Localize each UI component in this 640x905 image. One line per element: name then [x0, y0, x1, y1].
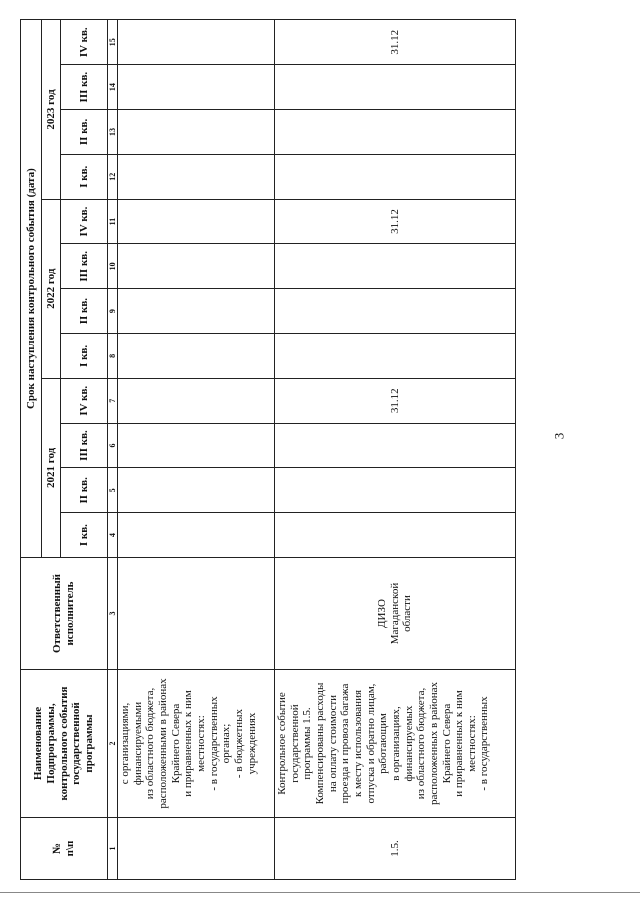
deadline-date — [118, 468, 275, 513]
deadline-date — [118, 65, 275, 110]
deadline-date — [275, 110, 516, 155]
column-number: 5 — [108, 468, 118, 513]
deadline-date — [118, 289, 275, 334]
column-number: 9 — [108, 289, 118, 334]
column-number: 12 — [108, 154, 118, 199]
executor — [118, 558, 275, 670]
header-quarter: II кв. — [61, 468, 108, 513]
control-events-table — [20, 19, 516, 880]
deadline-date — [275, 244, 516, 289]
bottom-rule — [0, 892, 640, 893]
deadline-date — [275, 334, 516, 379]
event-name: Контрольное событие государственной программы 1.5. Компенсированы расходы на оплату стоимости проезда и провоза багажа к месту использования отпуска и обратно лицам, работающим в организациях, финансируемых из областного бюджета, расположенных в районах Крайнего Севера и приравненных к ним местностях: - в государственных — [275, 670, 516, 818]
column-number: 13 — [108, 110, 118, 155]
header-quarter: I кв. — [61, 513, 108, 558]
deadline-date — [118, 110, 275, 155]
deadline-date — [118, 378, 275, 423]
header-year-2022: 2022 год — [42, 199, 61, 378]
header-year-2023: 2023 год — [42, 20, 61, 199]
header-quarter: II кв. — [61, 289, 108, 334]
row-number: 1.5. — [275, 818, 516, 880]
column-number-row — [108, 20, 118, 880]
column-number: 15 — [108, 20, 118, 65]
deadline-date — [118, 199, 275, 244]
header-quarter: III кв. — [61, 244, 108, 289]
deadline-date — [118, 423, 275, 468]
deadline-date: 31.12 — [275, 199, 516, 244]
event-name: с организациями, финансируемыми из областного бюджета, расположенными в районах Крайнего Севера и приравненных к ним местностях: - в государственных органах; - в бюджетных учреждениях — [118, 670, 275, 818]
table-row — [275, 20, 516, 880]
deadline-date — [118, 513, 275, 558]
column-number: 10 — [108, 244, 118, 289]
header-quarter: III кв. — [61, 65, 108, 110]
column-number: 7 — [108, 378, 118, 423]
column-number: 11 — [108, 199, 118, 244]
column-number: 4 — [108, 513, 118, 558]
header-deadline: Срок наступления контрольного события (дата) — [21, 20, 42, 558]
column-number: 14 — [108, 65, 118, 110]
header-num: № п\п — [21, 818, 108, 880]
header-executor: Ответственный исполнитель — [21, 558, 108, 670]
deadline-date — [118, 334, 275, 379]
header-quarter: IV кв. — [61, 378, 108, 423]
header-quarter: I кв. — [61, 154, 108, 199]
rotated-table-container — [20, 20, 516, 880]
deadline-date — [118, 154, 275, 199]
deadline-date — [275, 154, 516, 199]
page-number: 3 — [551, 432, 567, 440]
column-number: 1 — [108, 818, 118, 880]
table-row — [118, 20, 275, 880]
deadline-date — [275, 468, 516, 513]
header-quarter: II кв. — [61, 110, 108, 155]
header-quarter: I кв. — [61, 334, 108, 379]
column-number: 6 — [108, 423, 118, 468]
column-number: 2 — [108, 670, 118, 818]
row-number — [118, 818, 275, 880]
header-quarter: IV кв. — [61, 20, 108, 65]
executor: ДИЗО Магаданской области — [275, 558, 516, 670]
column-number: 8 — [108, 334, 118, 379]
header-quarter: IV кв. — [61, 199, 108, 244]
deadline-date — [275, 65, 516, 110]
header-name: Наименование Подпрограммы, контрольного события государственной программы — [21, 670, 108, 818]
deadline-date — [275, 513, 516, 558]
deadline-date — [118, 20, 275, 65]
header-year-2021: 2021 год — [42, 378, 61, 557]
deadline-date — [275, 289, 516, 334]
deadline-date — [275, 423, 516, 468]
header-quarter: III кв. — [61, 423, 108, 468]
deadline-date: 31.12 — [275, 20, 516, 65]
column-number: 3 — [108, 558, 118, 670]
deadline-date — [118, 244, 275, 289]
deadline-date: 31.12 — [275, 378, 516, 423]
